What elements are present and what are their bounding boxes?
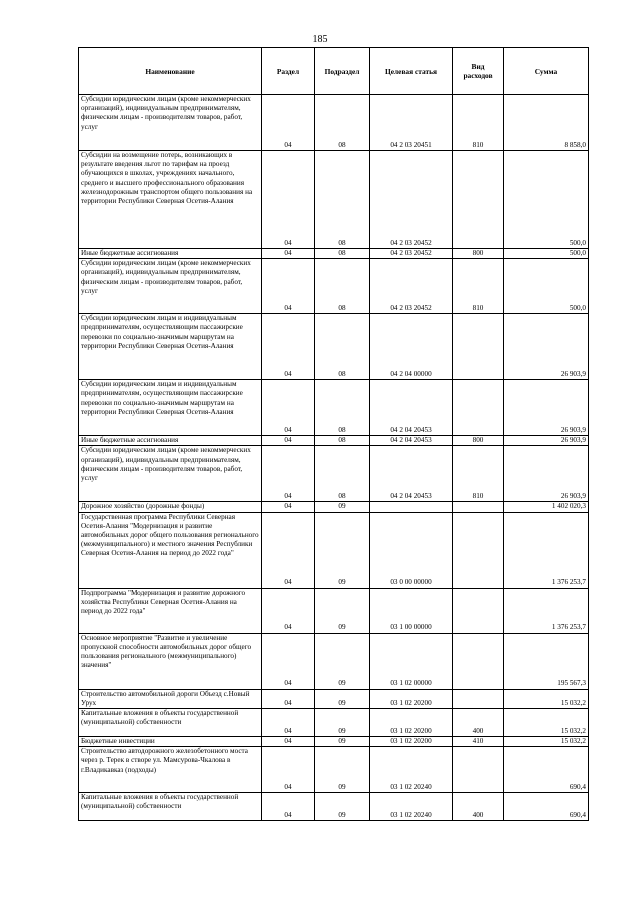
row-subsection-cell: 09 [315,747,370,793]
header-name: Наименование [79,48,262,95]
row-name-cell: Строительство автомобильной дороги Объезд с.Новый Урух [79,689,262,708]
row-type-cell: 800 [453,249,504,259]
row-name-cell: Иные бюджетные ассигнования [79,436,262,446]
row-name-cell: Подпрограмма "Модернизация и развитие дорожного хозяйства Республики Северная Осетия-Алания на период до 2022 года" [79,588,262,633]
row-subsection-cell: 08 [315,446,370,502]
row-sum-cell: 15 032,2 [504,689,589,708]
row-section-cell: 04 [262,502,315,512]
row-type-cell: 800 [453,436,504,446]
row-section-cell: 04 [262,747,315,793]
row-type-cell [453,512,504,588]
row-type-cell [453,689,504,708]
table-row [79,633,589,689]
table-row [79,446,589,502]
table-row [79,436,589,446]
row-name-cell: Субсидии юридическим лицам (кроме некоммерческих организаций), индивидуальным предпринимателям, физическим лицам - производителям товаров, работ, услуг [79,259,262,314]
row-subsection-cell: 09 [315,709,370,737]
row-type-cell [453,588,504,633]
row-sum-cell: 1 376 253,7 [504,512,589,588]
row-name-cell: Иные бюджетные ассигнования [79,249,262,259]
table-row [79,737,589,747]
table-row [79,314,589,380]
row-section-cell: 04 [262,314,315,380]
row-section-cell: 04 [262,446,315,502]
row-name-cell: Субсидии на возмещение потерь, возникающих в результате введения льгот по тарифам на проезд обучающихся в школах, учреждениях начального, среднего и высшего профессионального образования железнодорожным транспортом общего пользования на территории Республики Северная Осетия-Алания [79,151,262,249]
row-sum-cell: 1 402 020,3 [504,502,589,512]
row-sum-cell: 8 858,0 [504,95,589,151]
header-section: Раздел [262,48,315,95]
table-row [79,689,589,708]
row-section-cell: 04 [262,436,315,446]
row-subsection-cell: 09 [315,633,370,689]
row-section-cell: 04 [262,709,315,737]
row-subsection-cell: 09 [315,512,370,588]
table-row [79,747,589,793]
row-subsection-cell: 08 [315,314,370,380]
row-section-cell: 04 [262,737,315,747]
row-sum-cell: 690,4 [504,747,589,793]
header-subsection: Подраздел [315,48,370,95]
header-type-line1: Вид [471,62,485,71]
row-type-cell [453,314,504,380]
table-row [79,588,589,633]
row-name-cell: Капитальные вложения в объекты государственной (муниципальной) собственности [79,709,262,737]
row-type-cell [453,151,504,249]
row-name-cell: Капитальные вложения в объекты государственной (муниципальной) собственности [79,793,262,821]
row-sum-cell: 26 903,9 [504,380,589,436]
row-section-cell: 04 [262,95,315,151]
row-type-cell [453,502,504,512]
row-section-cell: 04 [262,588,315,633]
row-subsection-cell: 08 [315,95,370,151]
header-sum: Сумма [504,48,589,95]
row-sum-cell: 15 032,2 [504,737,589,747]
table-row [79,249,589,259]
row-name-cell: Строительство автодорожного железобетонного моста через р. Терек в створе ул. Мамсурова-Чкалова в г.Владикавказ (подходы) [79,747,262,793]
table-row [79,793,589,821]
table-header-row [79,48,589,95]
row-target-cell: 03 1 02 20240 [370,793,453,821]
header-target: Целевая статья [370,48,453,95]
row-target-cell: 04 2 04 00000 [370,314,453,380]
row-subsection-cell: 09 [315,689,370,708]
row-sum-cell: 26 903,9 [504,446,589,502]
row-type-cell: 400 [453,793,504,821]
row-name-cell: Государственная программа Республики Северная Осетия-Алания "Модернизация и развитие автомобильных дорог общего пользования регионального (межмуниципального) и местного значения Республики Северная Осетия-Алания на период до 2022 года" [79,512,262,588]
row-sum-cell: 195 567,3 [504,633,589,689]
row-sum-cell: 15 032,2 [504,709,589,737]
row-subsection-cell: 08 [315,151,370,249]
row-target-cell: 03 1 00 00000 [370,588,453,633]
row-target-cell: 03 0 00 00000 [370,512,453,588]
table-row [79,95,589,151]
table-row [79,512,589,588]
row-target-cell: 03 1 02 00000 [370,633,453,689]
row-sum-cell: 690,4 [504,793,589,821]
row-section-cell: 04 [262,249,315,259]
row-name-cell: Субсидии юридическим лицам (кроме некоммерческих организаций), индивидуальным предпринимателям, физическим лицам - производителям товаров, работ, услуг [79,446,262,502]
row-subsection-cell: 08 [315,436,370,446]
row-sum-cell: 26 903,9 [504,314,589,380]
row-type-cell: 810 [453,259,504,314]
header-type-line2: расходов [463,71,493,80]
page-number: 185 [312,34,328,45]
table-row [79,151,589,249]
row-subsection-cell: 08 [315,249,370,259]
table-row [79,380,589,436]
table-row [79,259,589,314]
row-sum-cell: 26 903,9 [504,436,589,446]
row-target-cell: 03 1 02 20240 [370,747,453,793]
row-section-cell: 04 [262,689,315,708]
row-name-cell: Бюджетные инвестиции [79,737,262,747]
row-sum-cell: 500,0 [504,249,589,259]
row-type-cell: 810 [453,446,504,502]
row-subsection-cell: 09 [315,793,370,821]
table-row [79,709,589,737]
row-target-cell [370,502,453,512]
header-expense-type [453,48,504,95]
row-name-cell: Субсидии юридическим лицам (кроме некоммерческих организаций), индивидуальным предпринимателям, физическим лицам - производителям товаров, работ, услуг [79,95,262,151]
row-type-cell: 810 [453,95,504,151]
row-target-cell: 03 1 02 20200 [370,709,453,737]
row-type-cell [453,380,504,436]
row-target-cell: 04 2 04 20453 [370,380,453,436]
row-target-cell: 04 2 03 20451 [370,95,453,151]
table-body [79,95,589,821]
row-target-cell: 04 2 03 20452 [370,151,453,249]
row-section-cell: 04 [262,633,315,689]
row-sum-cell: 1 376 253,7 [504,588,589,633]
row-sum-cell: 500,0 [504,259,589,314]
row-name-cell: Основное мероприятие "Развитие и увеличение пропускной способности автомобильных дорог общего пользования регионального (межмуниципального) значения" [79,633,262,689]
row-target-cell: 03 1 02 20200 [370,689,453,708]
row-name-cell: Субсидии юридическим лицам и индивидуальным предпринимателям, осуществляющим пассажирские перевозки по социально-значимым маршрутам на территории Республики Северная Осетия-Алания [79,314,262,380]
row-subsection-cell: 08 [315,380,370,436]
row-name-cell: Субсидии юридическим лицам и индивидуальным предпринимателям, осуществляющим пассажирские перевозки по социально-значимым маршрутам на территории Республики Северная Осетия-Алания [79,380,262,436]
row-section-cell: 04 [262,151,315,249]
row-type-cell [453,633,504,689]
row-type-cell: 410 [453,737,504,747]
row-subsection-cell: 08 [315,259,370,314]
row-type-cell: 400 [453,709,504,737]
row-section-cell: 04 [262,512,315,588]
row-name-cell: Дорожное хозяйство (дорожные фонды) [79,502,262,512]
row-type-cell [453,747,504,793]
row-subsection-cell: 09 [315,737,370,747]
table-row [79,502,589,512]
row-section-cell: 04 [262,380,315,436]
row-section-cell: 04 [262,793,315,821]
row-subsection-cell: 09 [315,588,370,633]
row-sum-cell: 500,0 [504,151,589,249]
row-subsection-cell: 09 [315,502,370,512]
row-target-cell: 04 2 04 20453 [370,446,453,502]
row-section-cell: 04 [262,259,315,314]
row-target-cell: 04 2 04 20453 [370,436,453,446]
row-target-cell: 04 2 03 20452 [370,259,453,314]
budget-table [78,47,589,821]
row-target-cell: 04 2 03 20452 [370,249,453,259]
row-target-cell: 03 1 02 20200 [370,737,453,747]
